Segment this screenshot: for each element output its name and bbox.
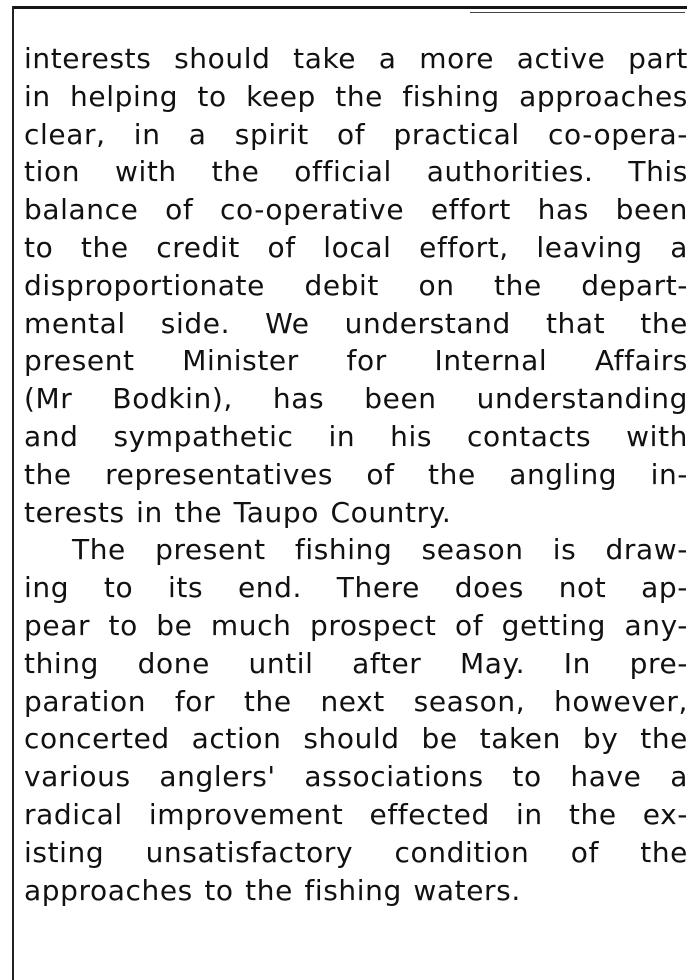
text-line: (Mr Bodkin), has been understanding [24,382,688,416]
top-rule [12,6,687,9]
text-line: approaches to the fishing waters. [24,873,521,907]
text-line: terests in the Taupo Country. [24,495,452,529]
text-line: interests should take a more active part [24,42,688,75]
text-line: clear, in a spirit of practical co-opera- [24,117,688,151]
text-line: paration for the next season, however, [24,684,688,718]
text-line: pear to be much prospect of getting any- [24,608,688,642]
column-left-rule [12,6,14,980]
text-line: ing to its end. There does not ap- [24,571,688,605]
text-line: The present fishing season is draw- [72,533,688,567]
top-rule-thin [470,12,685,13]
text-line: radical improvement effected in the ex- [24,797,688,831]
text-line: isting unsatisfactory condition of the [24,835,688,869]
text-line: tion with the official authorities. This [24,155,688,189]
text-line: balance of co-operative effort has been [24,193,688,227]
article-column [24,40,688,909]
text-line: mental side. We understand that the [24,306,688,340]
text-line: present Minister for Internal Affairs [24,344,688,378]
text-line: thing done until after May. In pre- [24,646,688,680]
text-line: various anglers' associations to have a [24,760,688,794]
text-line: the representatives of the angling in- [24,457,688,491]
text-line: disproportionate debit on the depart- [24,268,688,302]
text-line: and sympathetic in his contacts with [24,419,688,453]
text-line: to the credit of local effort, leaving a [24,230,688,264]
text-line: in helping to keep the fishing approaches [24,79,688,113]
paragraph-1 [24,40,688,531]
paragraph-2 [24,531,688,909]
text-line: concerted action should be taken by the [24,722,688,756]
